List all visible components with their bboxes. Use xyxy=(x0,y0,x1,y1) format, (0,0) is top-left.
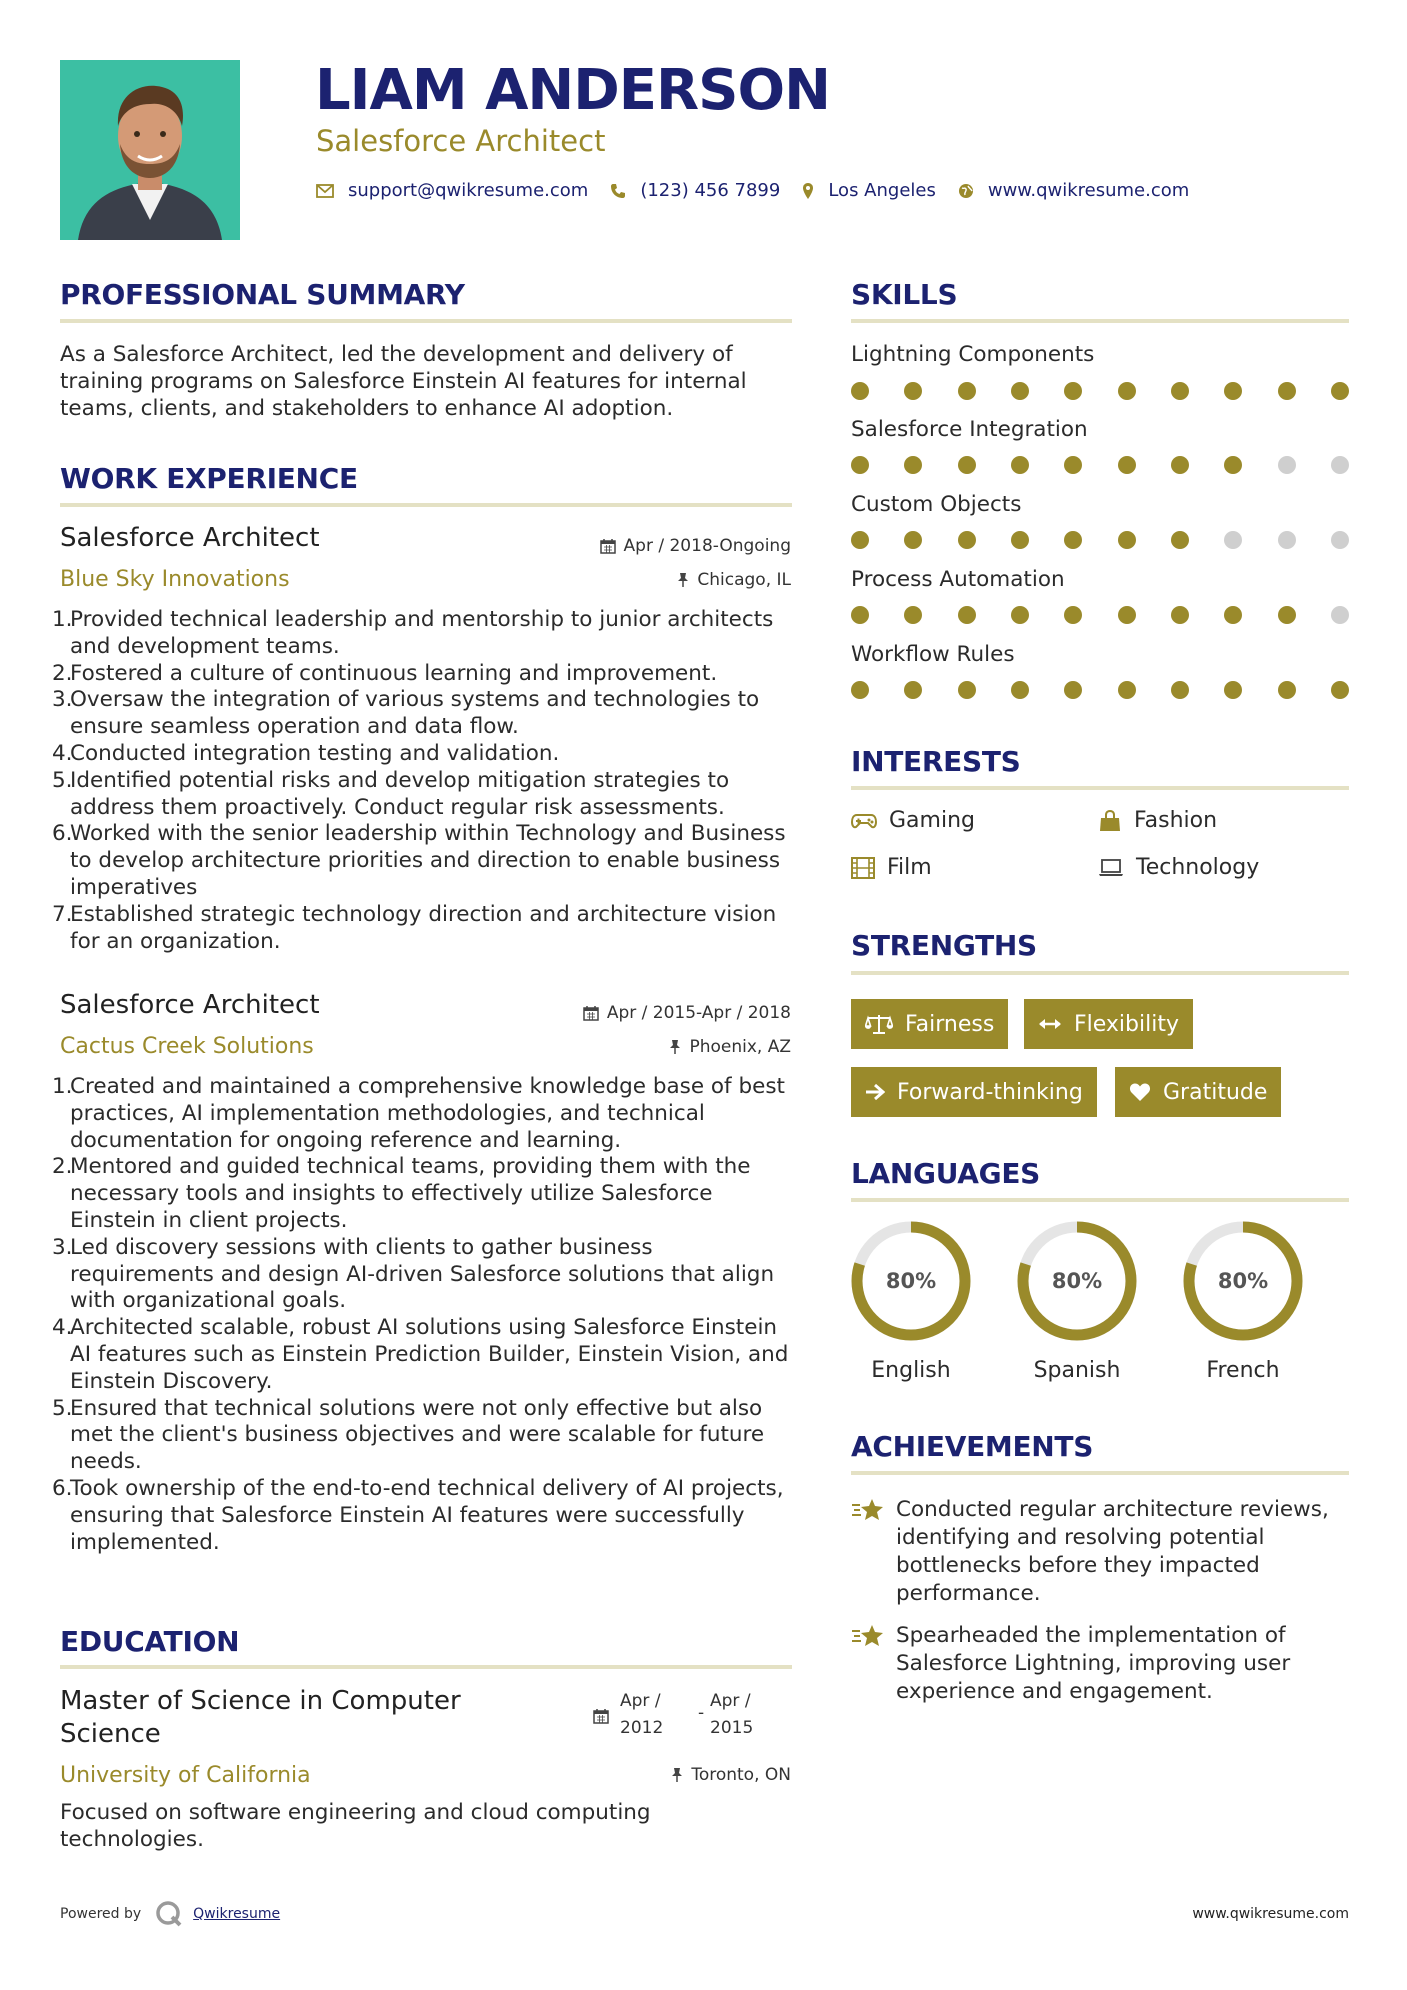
contact-email[interactable] xyxy=(316,180,588,201)
list-item: 1. Provided technical leadership and mentorship to junior architects and development teams. xyxy=(52,607,774,659)
job-location-text: Chicago, IL xyxy=(697,570,791,590)
rating-dot-filled xyxy=(1118,382,1136,400)
email-text: support@qwikresume.com xyxy=(348,180,589,201)
rating-dot-filled xyxy=(1224,382,1242,400)
rating-dot-filled xyxy=(1171,606,1189,624)
rating-dot-filled xyxy=(1118,456,1136,474)
education-divider xyxy=(60,1665,792,1669)
list-item: 4. Architected scalable, robust AI solutions using Salesforce Einstein AI features such as Einstein Prediction Builder, Einstein Vision, and Einstein Discovery. xyxy=(52,1315,789,1394)
rating-dot-filled xyxy=(958,456,976,474)
company-name: Blue Sky Innovations xyxy=(60,567,290,592)
skill-name: Lightning Components xyxy=(851,342,1095,367)
rating-dot-filled xyxy=(1011,382,1029,400)
summary-heading: PROFESSIONAL SUMMARY xyxy=(60,278,465,311)
rating-dot-filled xyxy=(851,456,869,474)
skill-name: Salesforce Integration xyxy=(851,417,1088,442)
rating-dot-filled xyxy=(1171,531,1189,549)
rating-dot-empty xyxy=(1278,456,1296,474)
language-percent: 80% xyxy=(1217,1269,1269,1293)
rating-dot-filled xyxy=(1118,681,1136,699)
interest-label: Film xyxy=(887,855,932,880)
arrow-right-icon xyxy=(865,1083,885,1101)
envelope-icon xyxy=(316,184,334,198)
job-responsibilities xyxy=(52,607,797,955)
education-location xyxy=(671,1765,791,1785)
education-description: Focused on software engineering and cloud computing technologies. xyxy=(60,1800,651,1852)
strengths-heading: STRENGTHS xyxy=(851,929,1037,962)
interest-gaming xyxy=(851,808,975,833)
list-item: 5. Ensured that technical solutions were not only effective but also met the client's business objectives and were scalable for future needs. xyxy=(52,1395,765,1475)
interests-heading: INTERESTS xyxy=(851,745,1021,778)
rating-dot-empty xyxy=(1278,531,1296,549)
rating-dot-filled xyxy=(1064,382,1082,400)
skill-rating xyxy=(851,681,1349,701)
candidate-title: Salesforce Architect xyxy=(316,124,606,158)
shooting-star-icon xyxy=(851,1496,885,1524)
skill-rating xyxy=(851,606,1349,626)
language-item xyxy=(1016,1220,1138,1383)
list-item: 3. Led discovery sessions with clients to gather business requirements and design AI-driven Salesforce solutions that align with organizational goals. xyxy=(52,1234,775,1314)
rating-dot-filled xyxy=(904,681,922,699)
shooting-star-icon xyxy=(851,1622,885,1650)
language-name: English xyxy=(871,1358,951,1383)
heart-icon xyxy=(1129,1082,1151,1102)
pushpin-icon xyxy=(677,572,689,588)
contact-bar xyxy=(316,180,1211,201)
skills-divider xyxy=(851,319,1349,323)
rating-dot-filled xyxy=(1011,456,1029,474)
list-item: 4. Conducted integration testing and validation. xyxy=(52,740,560,766)
powered-by-text: Powered by xyxy=(60,1906,142,1922)
languages-heading: LANGUAGES xyxy=(851,1157,1041,1190)
strengths-divider xyxy=(851,971,1349,975)
list-item: 6. Took ownership of the end-to-end technical delivery of AI projects, ensuring that Salesforce Einstein AI features were successfully implemented. xyxy=(52,1475,784,1555)
laptop-icon xyxy=(1098,859,1124,877)
achievements-heading: ACHIEVEMENTS xyxy=(851,1430,1094,1463)
list-item: 6. Worked with the senior leadership within Technology and Business to develop architecture priorities and direction to enable business imperatives xyxy=(52,821,786,900)
company-name: Cactus Creek Solutions xyxy=(60,1034,314,1059)
job-title: Salesforce Architect xyxy=(60,990,320,1020)
strength-label: Forward-thinking xyxy=(897,1079,1083,1105)
degree-title: Master of Science in Computer Science xyxy=(60,1686,461,1749)
language-name: Spanish xyxy=(1033,1358,1121,1383)
rating-dot-filled xyxy=(904,531,922,549)
rating-dot-filled xyxy=(958,606,976,624)
job-dates xyxy=(583,1003,791,1023)
summary-text: As a Salesforce Architect, led the development and delivery of training programs on Salesforce Einstein AI features for internal teams, clients, and stakeholders to enhance AI adoption. xyxy=(60,342,747,421)
rating-dot-filled xyxy=(904,456,922,474)
footer-url[interactable]: www.qwikresume.com xyxy=(1192,1906,1349,1922)
rating-dot-filled xyxy=(958,531,976,549)
skills-heading: SKILLS xyxy=(851,278,958,311)
qwikresume-link[interactable]: Qwikresume xyxy=(193,1906,281,1922)
rating-dot-filled xyxy=(1331,382,1349,400)
achievements-divider xyxy=(851,1471,1349,1475)
rating-dot-filled xyxy=(1064,531,1082,549)
interest-fashion xyxy=(1098,808,1217,833)
rating-dot-filled xyxy=(1118,531,1136,549)
education-heading: EDUCATION xyxy=(60,1625,240,1658)
interests-divider xyxy=(851,786,1349,790)
job-title: Salesforce Architect xyxy=(60,523,320,553)
arrows-horizontal-icon xyxy=(1038,1017,1062,1031)
skill-rating xyxy=(851,456,1349,476)
job-dates-text: Apr / 2018-Ongoing xyxy=(623,536,791,556)
summary-divider xyxy=(60,319,792,323)
rating-dot-filled xyxy=(958,681,976,699)
language-item xyxy=(1182,1220,1304,1383)
rating-dot-filled xyxy=(1064,681,1082,699)
school-name: University of California xyxy=(60,1763,311,1788)
rating-dot-filled xyxy=(1064,606,1082,624)
rating-dot-filled xyxy=(1278,606,1296,624)
list-item: 2. Mentored and guided technical teams, providing them with the necessary tools and insights to effectively utilize Salesforce Einstein in client projects. xyxy=(52,1154,751,1233)
interest-label: Gaming xyxy=(889,808,975,833)
contact-website[interactable] xyxy=(958,180,1189,201)
language-name: French xyxy=(1206,1358,1280,1383)
rating-dot-filled xyxy=(851,681,869,699)
rating-dot-filled xyxy=(1011,531,1029,549)
skill-name: Process Automation xyxy=(851,567,1065,592)
strength-label: Flexibility xyxy=(1074,1011,1179,1037)
date-dash: - xyxy=(698,1703,705,1723)
rating-dot-filled xyxy=(1011,606,1029,624)
strength-label: Gratitude xyxy=(1163,1079,1268,1105)
rating-dot-filled xyxy=(851,531,869,549)
language-percent: 80% xyxy=(1051,1269,1103,1293)
education-location-text: Toronto, ON xyxy=(691,1765,791,1785)
location-text: Los Angeles xyxy=(828,180,936,201)
footer-powered-by xyxy=(60,1900,280,1928)
rating-dot-filled xyxy=(1118,606,1136,624)
globe-icon xyxy=(958,183,974,199)
list-item: 2. Fostered a culture of continuous learning and improvement. xyxy=(52,660,718,686)
rating-dot-filled xyxy=(1224,456,1242,474)
calendar-icon xyxy=(600,538,616,554)
phone-icon xyxy=(610,183,626,199)
interest-technology xyxy=(1098,855,1259,880)
rating-dot-filled xyxy=(1011,681,1029,699)
achievement-text: Spearheaded the implementation of Salesforce Lightning, improving user experience and engagement. xyxy=(896,1623,1291,1704)
job-dates xyxy=(600,536,791,556)
skill-rating xyxy=(851,531,1349,551)
list-item: 7. Established strategic technology direction and architecture vision for an organization. xyxy=(52,901,777,954)
rating-dot-filled xyxy=(904,382,922,400)
shopping-bag-icon xyxy=(1098,810,1122,832)
job-responsibilities xyxy=(52,1074,797,1556)
achievement-text: Conducted regular architecture reviews, identifying and resolving potential bottlenecks before they impacted performance. xyxy=(896,1497,1329,1606)
language-percent: 80% xyxy=(885,1269,937,1293)
education-start-year: 2012 xyxy=(620,1718,664,1738)
rating-dot-filled xyxy=(1331,681,1349,699)
list-item: 1. Created and maintained a comprehensive knowledge base of best practices, AI implementation methodologies, and technical documentation for ongoing reference and learning. xyxy=(52,1074,785,1153)
rating-dot-empty xyxy=(1331,456,1349,474)
phone-text: (123) 456 7899 xyxy=(640,180,781,201)
interest-label: Fashion xyxy=(1134,808,1218,833)
education-end-year: 2015 xyxy=(710,1718,754,1738)
job-location xyxy=(669,1037,791,1057)
strength-tag xyxy=(851,999,1008,1049)
interest-film xyxy=(851,855,932,880)
rating-dot-filled xyxy=(1171,681,1189,699)
calendar-icon xyxy=(593,1708,609,1724)
website-text: www.qwikresume.com xyxy=(987,180,1190,201)
education-end-month: Apr / xyxy=(710,1691,751,1711)
contact-location xyxy=(802,180,936,201)
list-item: 3. Oversaw the integration of various systems and technologies to ensure seamless operation and data flow. xyxy=(52,687,760,740)
job-location xyxy=(677,570,791,590)
pushpin-icon xyxy=(671,1767,683,1783)
strength-tag xyxy=(1024,999,1193,1049)
rating-dot-filled xyxy=(958,382,976,400)
rating-dot-filled xyxy=(851,382,869,400)
calendar-icon xyxy=(583,1005,599,1021)
rating-dot-empty xyxy=(1331,531,1349,549)
experience-divider xyxy=(60,503,792,507)
contact-phone[interactable] xyxy=(610,180,780,201)
rating-dot-empty xyxy=(1224,531,1242,549)
rating-dot-filled xyxy=(1224,606,1242,624)
candidate-name: LIAM ANDERSON xyxy=(315,58,830,123)
list-item: 5. Identified potential risks and develop mitigation strategies to address them proactively. Conduct regular risk assessments. xyxy=(52,767,730,820)
rating-dot-filled xyxy=(1171,382,1189,400)
balance-scale-icon xyxy=(865,1013,893,1035)
skill-name: Workflow Rules xyxy=(851,642,1015,667)
profile-photo xyxy=(60,60,240,240)
qwikresume-logo-icon xyxy=(155,1900,183,1928)
rating-dot-filled xyxy=(1224,681,1242,699)
rating-dot-filled xyxy=(904,606,922,624)
pushpin-icon xyxy=(669,1039,681,1055)
rating-dot-filled xyxy=(1064,456,1082,474)
experience-heading: WORK EXPERIENCE xyxy=(60,462,358,495)
strength-tag xyxy=(851,1067,1097,1117)
rating-dot-filled xyxy=(1278,382,1296,400)
job-location-text: Phoenix, AZ xyxy=(689,1037,791,1057)
language-item xyxy=(850,1220,972,1383)
languages-divider xyxy=(851,1198,1349,1202)
gamepad-icon xyxy=(851,813,877,829)
rating-dot-filled xyxy=(1278,681,1296,699)
rating-dot-filled xyxy=(1171,456,1189,474)
strength-tag xyxy=(1115,1067,1281,1117)
rating-dot-filled xyxy=(851,606,869,624)
skill-name: Custom Objects xyxy=(851,492,1022,517)
film-icon xyxy=(851,857,875,879)
education-start-month: Apr / xyxy=(620,1691,661,1711)
map-pin-icon xyxy=(802,182,814,200)
job-dates-text: Apr / 2015-Apr / 2018 xyxy=(606,1003,791,1023)
strength-label: Fairness xyxy=(905,1011,995,1037)
skill-rating xyxy=(851,382,1349,402)
interest-label: Technology xyxy=(1136,855,1260,880)
rating-dot-empty xyxy=(1331,606,1349,624)
